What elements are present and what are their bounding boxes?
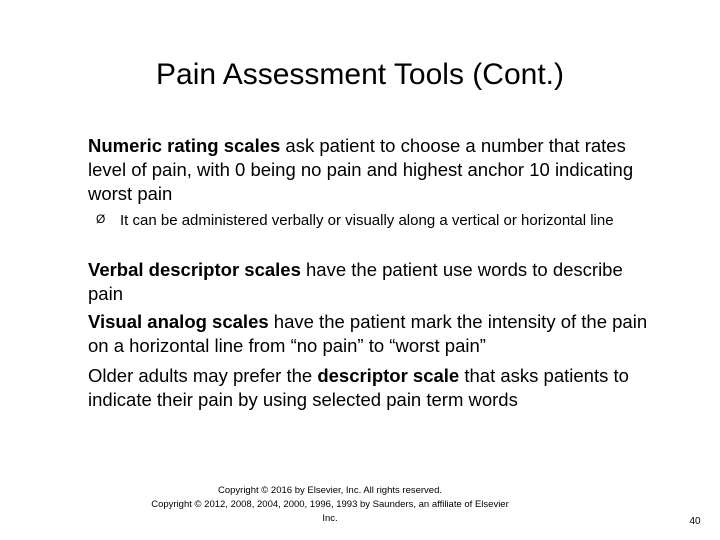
bullet-rest: ask patient to choose a number that rates level of pain, with 0 being no pain and highest anchor 10 indicating worst pain [88,135,634,204]
bullet-rest: that asks patients to indicate their pain by using selected pain term words [88,365,629,410]
bullet-verbal-descriptor [56,258,656,306]
copyright-notice [150,484,510,526]
bullet-text [88,310,656,358]
bullet-older-adults [56,364,656,412]
bullet-bold-term: descriptor scale [317,365,460,386]
bullet-text [88,134,656,206]
bullet-bold-term: Visual analog scales [88,311,269,332]
bullet-bold-term: Numeric rating scales [88,135,281,156]
slide-title: Pain Assessment Tools (Cont.) [156,58,564,91]
bullet-pre: Older adults may prefer the [88,365,318,386]
bullet-rest: have the patient use words to describe pain [88,259,623,304]
bullet-text [88,258,656,306]
sub-bullet [96,210,636,232]
copyright-line-2: Copyright © 2012, 2008, 2004, 2000, 1996, 1993 by Saunders, an affiliate of Elsevier Inc. [151,499,509,524]
arrow-marker-icon: Ø [96,212,106,226]
copyright-line-1: Copyright © 2016 by Elsevier, Inc. All rights reserved. [217,485,443,496]
sub-bullet-text: It can be administered verbally or visually along a vertical or horizontal line [120,212,614,229]
bullet-visual-analog [56,310,656,358]
bullet-bold-term: Verbal descriptor scales [88,259,301,280]
bullet-numeric-rating [56,134,656,206]
bullet-text [88,364,656,412]
bullet-rest: have the patient mark the intensity of the pain on a horizontal line from “no pain” to “worst pain” [88,311,648,356]
page-number: 40 [689,516,701,527]
